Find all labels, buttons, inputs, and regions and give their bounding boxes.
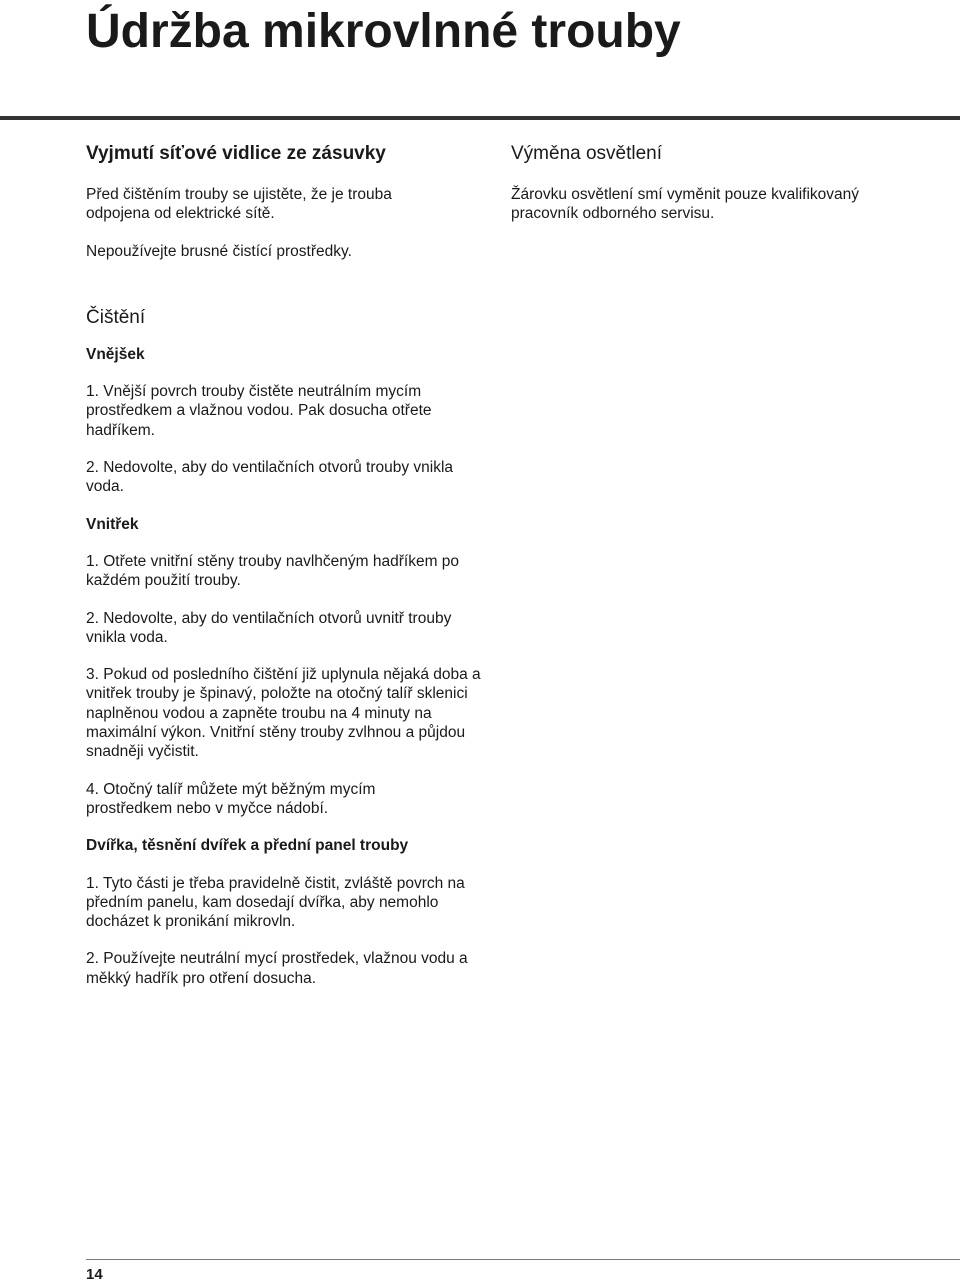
interior-item-3: 3. Pokud od posledního čištění již uplynula nějaká doba a vnitřek trouby je špinavý, položte na otočný talíř sklenici naplněnou vodou a zapněte troubu na 4 minuty na maximální výkon. Vnitřní stěny trouby zvlhnou a půjdou snadněji vyčistit. [86,666,481,761]
footer-divider [86,1259,960,1260]
abrasive-warning: Nepoužívejte brusné čistící prostředky. [86,242,352,260]
unplug-text: Před čištěním trouby se ujistěte, že je trouba odpojena od elektrické sítě. [86,186,392,223]
unplug-heading: Vyjmutí síťové vidlice ze zásuvky [86,143,386,164]
interior-item-1: 1. Otřete vnitřní stěny trouby navlhčeným hadříkem po každém použití trouby. [86,552,460,590]
door-item-2: 2. Používejte neutrální mycí prostředek, vlažnou vodu a měkký hadřík pro otření dosucha. [86,950,468,987]
title-divider [0,116,960,120]
light-replacement-heading: Výměna osvětlení [511,143,663,164]
cleaning-heading: Čištění [86,306,146,328]
interior-item-2: 2. Nedovolte, aby do ventilačních otvorů uvnitř trouby vnikla voda. [86,609,452,646]
door-heading: Dvířka, těsnění dvířek a přední panel trouby [86,837,409,855]
interior-item-4: 4. Otočný talíř můžete mýt běžným mycím prostředkem nebo v myčce nádobí. [86,780,376,817]
page-title: Údržba mikrovlnné trouby [86,5,681,58]
left-column [86,141,496,988]
exterior-heading: Vnějšek [86,345,145,363]
exterior-item-2: 2. Nedovolte, aby do ventilačních otvorů trouby vnikla voda. [86,459,454,496]
exterior-item-1: 1. Vnější povrch trouby čistěte neutrálním mycím prostředkem a vlažnou vodou. Pak dosucha otřete hadříkem. [86,383,432,439]
right-column [511,141,921,224]
interior-heading: Vnitřek [86,515,139,533]
page-number: 14 [86,1266,103,1283]
door-item-1: 1. Tyto části je třeba pravidelně čistit, zvláště povrch na předním panelu, kam dosedají dvířka, aby nemohlo docházet k pronikání mikrovln. [86,874,465,931]
light-replacement-text: Žárovku osvětlení smí vyměnit pouze kvalifikovaný pracovník odborného servisu. [511,186,860,223]
